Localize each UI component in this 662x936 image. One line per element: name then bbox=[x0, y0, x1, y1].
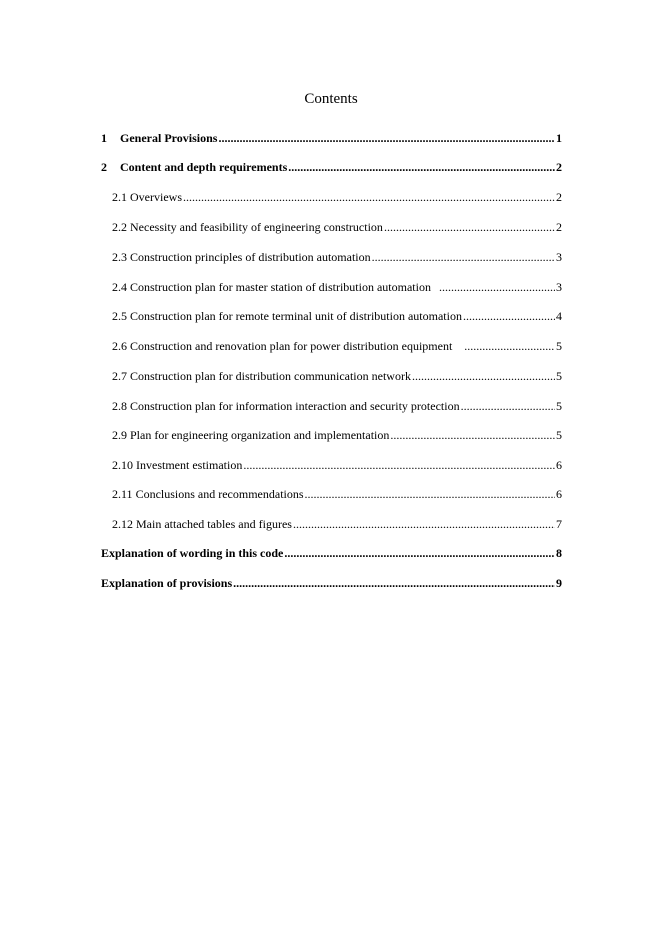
toc-entry[interactable] bbox=[112, 308, 562, 324]
toc-entry-title: Construction principles of distribution automation bbox=[130, 250, 371, 264]
toc-entry-page: 3 bbox=[556, 250, 562, 264]
toc-entry-number: 2.10 bbox=[112, 458, 133, 472]
toc-entry[interactable] bbox=[101, 575, 562, 591]
toc-leader-dots bbox=[183, 189, 555, 205]
toc-entry[interactable] bbox=[112, 249, 562, 265]
toc-leader-dots bbox=[461, 398, 555, 414]
toc-entry-title: Explanation of wording in this code bbox=[101, 546, 284, 560]
toc-entry-number: 2 bbox=[101, 160, 107, 174]
toc-entry[interactable] bbox=[112, 189, 562, 205]
toc-entry[interactable] bbox=[101, 159, 562, 175]
toc-entry-title: Construction and renovation plan for power distribution equipment bbox=[130, 339, 453, 353]
toc-entry-title: Overviews bbox=[130, 190, 182, 204]
toc-leader-dots bbox=[412, 368, 555, 384]
toc-entry-page: 1 bbox=[556, 131, 562, 145]
toc-entry[interactable] bbox=[112, 279, 562, 295]
toc-entry-title: General Provisions bbox=[120, 131, 218, 145]
toc-leader-dots bbox=[439, 279, 555, 295]
toc-entry-number: 2.12 bbox=[112, 517, 133, 531]
toc-entry-title: Plan for engineering organization and implementation bbox=[130, 428, 390, 442]
toc-entry-title: Construction plan for distribution communication network bbox=[130, 369, 411, 383]
toc-entry-number: 2.5 bbox=[112, 309, 127, 323]
toc-leader-dots bbox=[293, 516, 555, 532]
toc-leader-dots bbox=[243, 457, 555, 473]
toc-leader-dots bbox=[384, 219, 555, 235]
toc-entry-title: Necessity and feasibility of engineering construction bbox=[130, 220, 383, 234]
toc-entry-page: 8 bbox=[556, 546, 562, 560]
toc-entry-title: Construction plan for remote terminal unit of distribution automation bbox=[130, 309, 462, 323]
toc-entry-page: 5 bbox=[556, 339, 562, 353]
toc-entry-page: 6 bbox=[556, 458, 562, 472]
toc-entry-page: 5 bbox=[556, 369, 562, 383]
toc-entry-page: 4 bbox=[556, 309, 562, 323]
toc-entry[interactable] bbox=[112, 219, 562, 235]
toc-leader-dots bbox=[288, 159, 555, 175]
toc-entry-number: 2.4 bbox=[112, 280, 127, 294]
toc-entry-title: Content and depth requirements bbox=[120, 160, 288, 174]
toc-entry-page: 9 bbox=[556, 576, 562, 590]
toc-entry-page: 2 bbox=[556, 220, 562, 234]
toc-entry[interactable] bbox=[112, 338, 562, 354]
toc-entry[interactable] bbox=[101, 545, 562, 561]
toc-leader-dots bbox=[390, 427, 555, 443]
toc-entry[interactable] bbox=[112, 457, 562, 473]
toc-entry-number: 2.11 bbox=[112, 487, 133, 501]
toc-entry-page: 6 bbox=[556, 487, 562, 501]
toc-entry-title: Construction plan for information interaction and security protection bbox=[130, 399, 460, 413]
toc-entry-title: Explanation of provisions bbox=[101, 576, 233, 590]
toc-entry[interactable] bbox=[112, 398, 562, 414]
toc-leader-dots bbox=[463, 308, 555, 324]
toc-entry[interactable] bbox=[112, 516, 562, 532]
toc-leader-dots bbox=[218, 130, 555, 146]
toc-entry-title: Construction plan for master station of distribution automation bbox=[130, 280, 431, 294]
toc-entry-number: 2.8 bbox=[112, 399, 127, 413]
toc-entry[interactable] bbox=[112, 427, 562, 443]
toc-entry-title: Main attached tables and figures bbox=[136, 517, 292, 531]
toc-entry-page: 2 bbox=[556, 190, 562, 204]
toc-entry-page: 3 bbox=[556, 280, 562, 294]
toc-entry-page: 5 bbox=[556, 399, 562, 413]
toc-entry-number: 2.9 bbox=[112, 428, 127, 442]
toc-entry-page: 2 bbox=[556, 160, 562, 174]
toc-leader-dots bbox=[464, 338, 555, 354]
toc-entry-number: 2.3 bbox=[112, 250, 127, 264]
toc-title: Contents bbox=[304, 91, 358, 107]
toc-leader-dots bbox=[372, 249, 555, 265]
toc-entry[interactable] bbox=[112, 486, 562, 502]
toc-entry-title: Investment estimation bbox=[136, 458, 243, 472]
toc-leader-dots bbox=[305, 486, 555, 502]
toc-entry-number: 2.6 bbox=[112, 339, 127, 353]
toc-entry[interactable] bbox=[101, 130, 562, 146]
toc-entry-page: 7 bbox=[556, 517, 562, 531]
toc-entry-number: 2.2 bbox=[112, 220, 127, 234]
toc-entry[interactable] bbox=[112, 368, 562, 384]
toc-entry-page: 5 bbox=[556, 428, 562, 442]
toc-entry-title: Conclusions and recommendations bbox=[135, 487, 304, 501]
toc-entry-number: 2.7 bbox=[112, 369, 127, 383]
toc-leader-dots bbox=[284, 545, 555, 561]
toc-entry-number: 2.1 bbox=[112, 190, 127, 204]
toc-entry-number: 1 bbox=[101, 131, 107, 145]
toc-leader-dots bbox=[233, 575, 555, 591]
